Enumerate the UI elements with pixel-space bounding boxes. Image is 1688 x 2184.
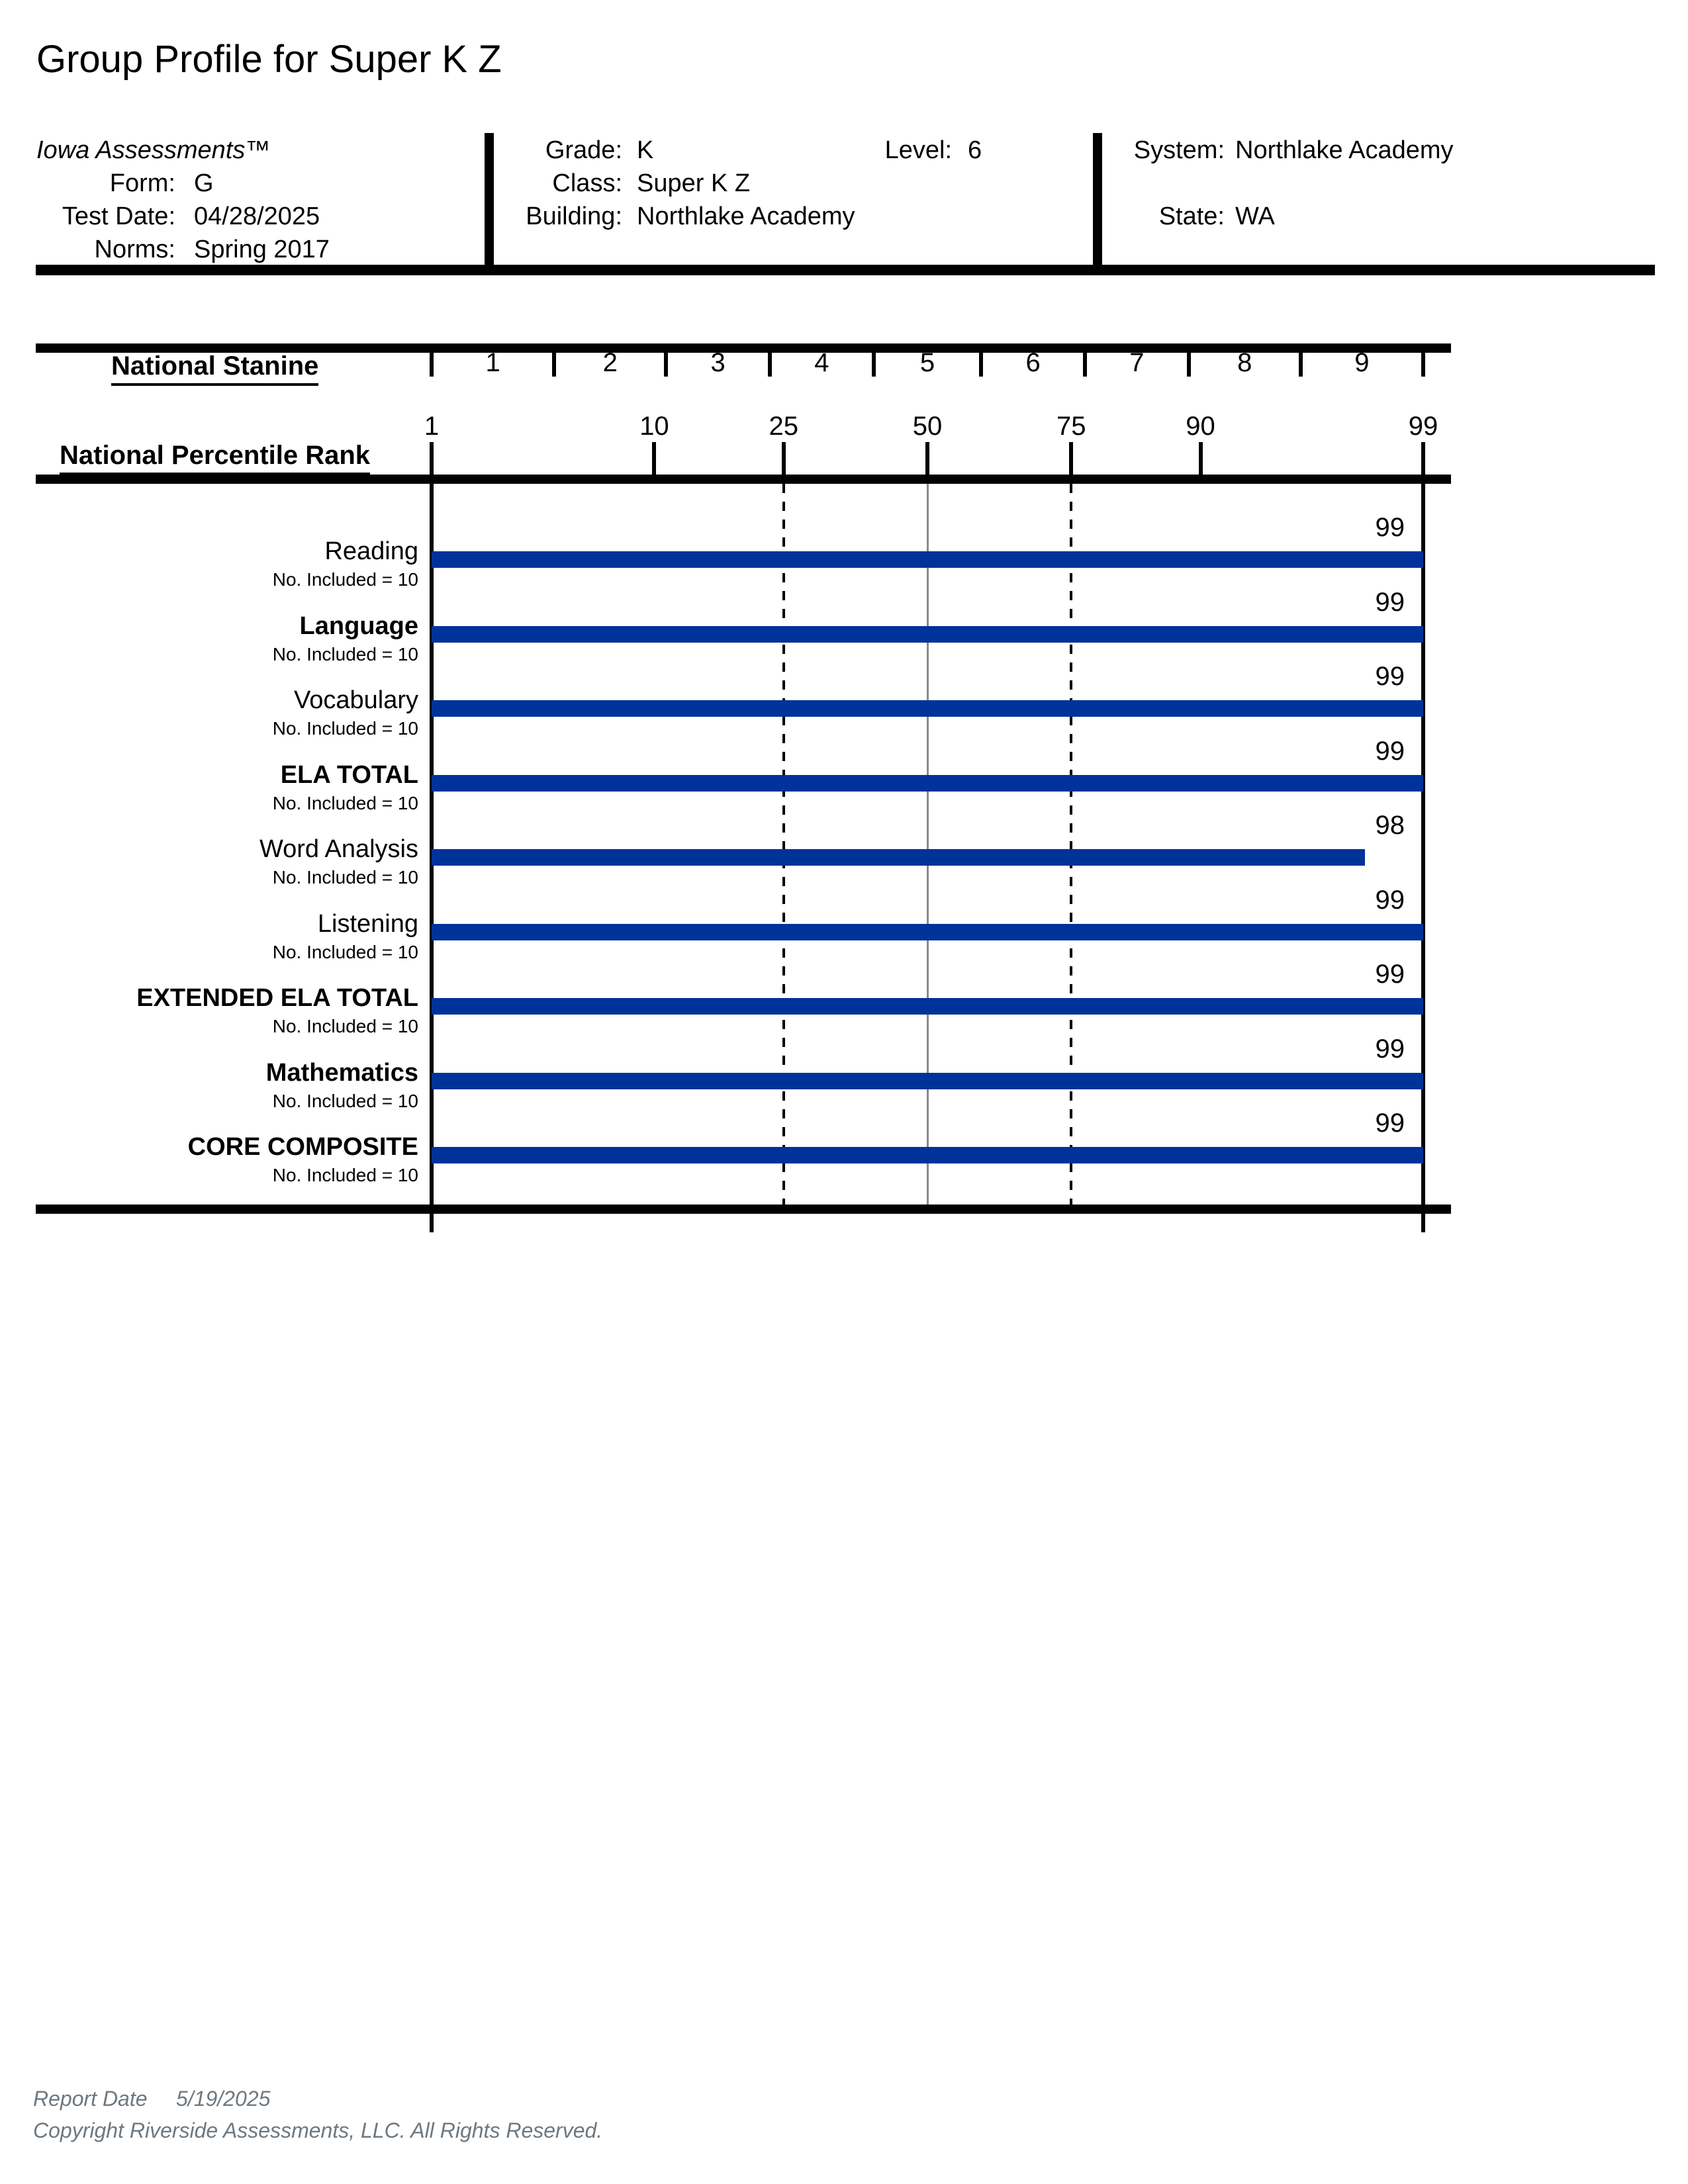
stanine-tick-label: 2: [602, 348, 618, 377]
gridline-center: [927, 484, 929, 1205]
percentile-value-label: 99: [1375, 960, 1405, 989]
stanine-tick: [664, 351, 668, 377]
stanine-tick: [1083, 351, 1087, 377]
n-included-label: No. Included = 10: [272, 1016, 418, 1036]
n-included-label: No. Included = 10: [272, 1165, 418, 1185]
subject-label: Mathematics: [265, 1058, 418, 1087]
subject-label: Vocabulary: [293, 686, 418, 714]
n-included-label: No. Included = 10: [272, 569, 418, 590]
class-label: Class:: [552, 169, 622, 197]
percentile-bar: [432, 849, 1365, 866]
percentile-tick: [652, 442, 656, 479]
percentile-tick: [782, 442, 786, 479]
stanine-tick: [768, 351, 772, 377]
percentile-bar: [432, 700, 1423, 717]
page-title: Group Profile for Super K Z: [36, 38, 502, 81]
percentile-value-label: 99: [1375, 662, 1405, 691]
percentile-tick-label: 99: [1408, 412, 1438, 441]
norms-value: Spring 2017: [194, 236, 330, 263]
product-name: Iowa Assessments™: [36, 136, 271, 164]
stanine-tick-label: 4: [814, 348, 829, 377]
gridline-dashed: [782, 484, 785, 1205]
subject-label: Language: [299, 612, 418, 640]
percentile-value-label: 98: [1375, 811, 1405, 840]
percentile-tick-label: 90: [1186, 412, 1215, 441]
stanine-tick: [552, 351, 556, 377]
percentile-bar: [432, 551, 1423, 568]
grade-label: Grade:: [545, 136, 622, 164]
percentile-tick: [1069, 442, 1073, 479]
class-value: Super K Z: [637, 169, 751, 197]
subject-label: Reading: [324, 537, 418, 565]
system-label: System:: [1133, 136, 1225, 164]
percentile-value-label: 99: [1375, 587, 1405, 617]
stanine-tick: [430, 351, 434, 377]
stanine-tick: [1421, 351, 1425, 377]
stanine-tick-label: 5: [919, 348, 935, 377]
subject-label: CORE COMPOSITE: [187, 1133, 418, 1161]
test-date-label: Test Date:: [62, 203, 175, 230]
stanine-tick-label: 1: [485, 348, 500, 377]
percentile-value-label: 99: [1375, 1034, 1405, 1064]
n-included-label: No. Included = 10: [272, 792, 418, 813]
percentile-bar: [432, 1147, 1423, 1163]
percentile-bar: [432, 998, 1423, 1015]
chart-bottom-rule: [36, 1205, 1451, 1214]
report-date-label: Report Date: [33, 2087, 148, 2111]
stanine-tick: [872, 351, 876, 377]
copyright-text: Copyright Riverside Assessments, LLC. All Rights Reserved.: [33, 2118, 603, 2142]
stanine-tick: [979, 351, 983, 377]
n-included-label: No. Included = 10: [272, 867, 418, 887]
norms-label: Norms:: [94, 236, 175, 263]
stanine-tick-label: 8: [1237, 348, 1252, 377]
stanine-tick-label: 9: [1354, 348, 1370, 377]
test-date-value: 04/28/2025: [194, 203, 320, 230]
form-label: Form:: [109, 169, 175, 197]
subject-label: ELA TOTAL: [280, 760, 418, 789]
percentile-bar: [432, 924, 1423, 940]
n-included-label: No. Included = 10: [272, 941, 418, 962]
stanine-tick-label: 3: [710, 348, 726, 377]
percentile-tick-label: 75: [1056, 412, 1086, 441]
percentile-tick-label: 25: [769, 412, 799, 441]
percentile-value-label: 99: [1375, 736, 1405, 766]
system-value: Northlake Academy: [1235, 136, 1454, 164]
percentile-axis-label: National Percentile Rank: [60, 441, 370, 475]
form-value: G: [194, 169, 214, 197]
building-value: Northlake Academy: [637, 203, 855, 230]
percentile-value-label: 99: [1375, 1109, 1405, 1138]
building-label: Building:: [526, 203, 622, 230]
state-label: State:: [1158, 203, 1225, 230]
percentile-bar: [432, 775, 1423, 792]
subject-label: Word Analysis: [259, 835, 418, 863]
state-value: WA: [1235, 203, 1275, 230]
percentile-tick-label: 10: [639, 412, 669, 441]
stanine-tick-label: 6: [1025, 348, 1041, 377]
percentile-bar: [432, 626, 1423, 643]
percentile-bar: [432, 1073, 1423, 1089]
percentile-tick-label: 1: [424, 412, 440, 441]
subject-label: Listening: [317, 909, 418, 938]
n-included-label: No. Included = 10: [272, 1090, 418, 1111]
percentile-axis-rule: [36, 475, 1451, 484]
stanine-tick-label: 7: [1129, 348, 1145, 377]
stanine-tick: [1187, 351, 1191, 377]
percentile-tick-label: 50: [912, 412, 943, 441]
level-label: Level:: [884, 136, 952, 164]
percentile-tick: [1199, 442, 1203, 479]
percentile-value-label: 99: [1375, 513, 1405, 542]
grade-value: K: [637, 136, 654, 164]
header-bottom-rule: [36, 265, 1655, 275]
stanine-tick: [1299, 351, 1303, 377]
level-value: 6: [968, 136, 982, 164]
percentile-tick: [925, 442, 929, 479]
gridline-dashed: [1070, 484, 1072, 1205]
stanine-axis-label: National Stanine: [111, 351, 318, 386]
n-included-label: No. Included = 10: [272, 643, 418, 664]
n-included-label: No. Included = 10: [272, 718, 418, 739]
percentile-value-label: 99: [1375, 885, 1405, 915]
subject-label: EXTENDED ELA TOTAL: [136, 984, 418, 1012]
report-date-value: 5/19/2025: [176, 2087, 271, 2111]
